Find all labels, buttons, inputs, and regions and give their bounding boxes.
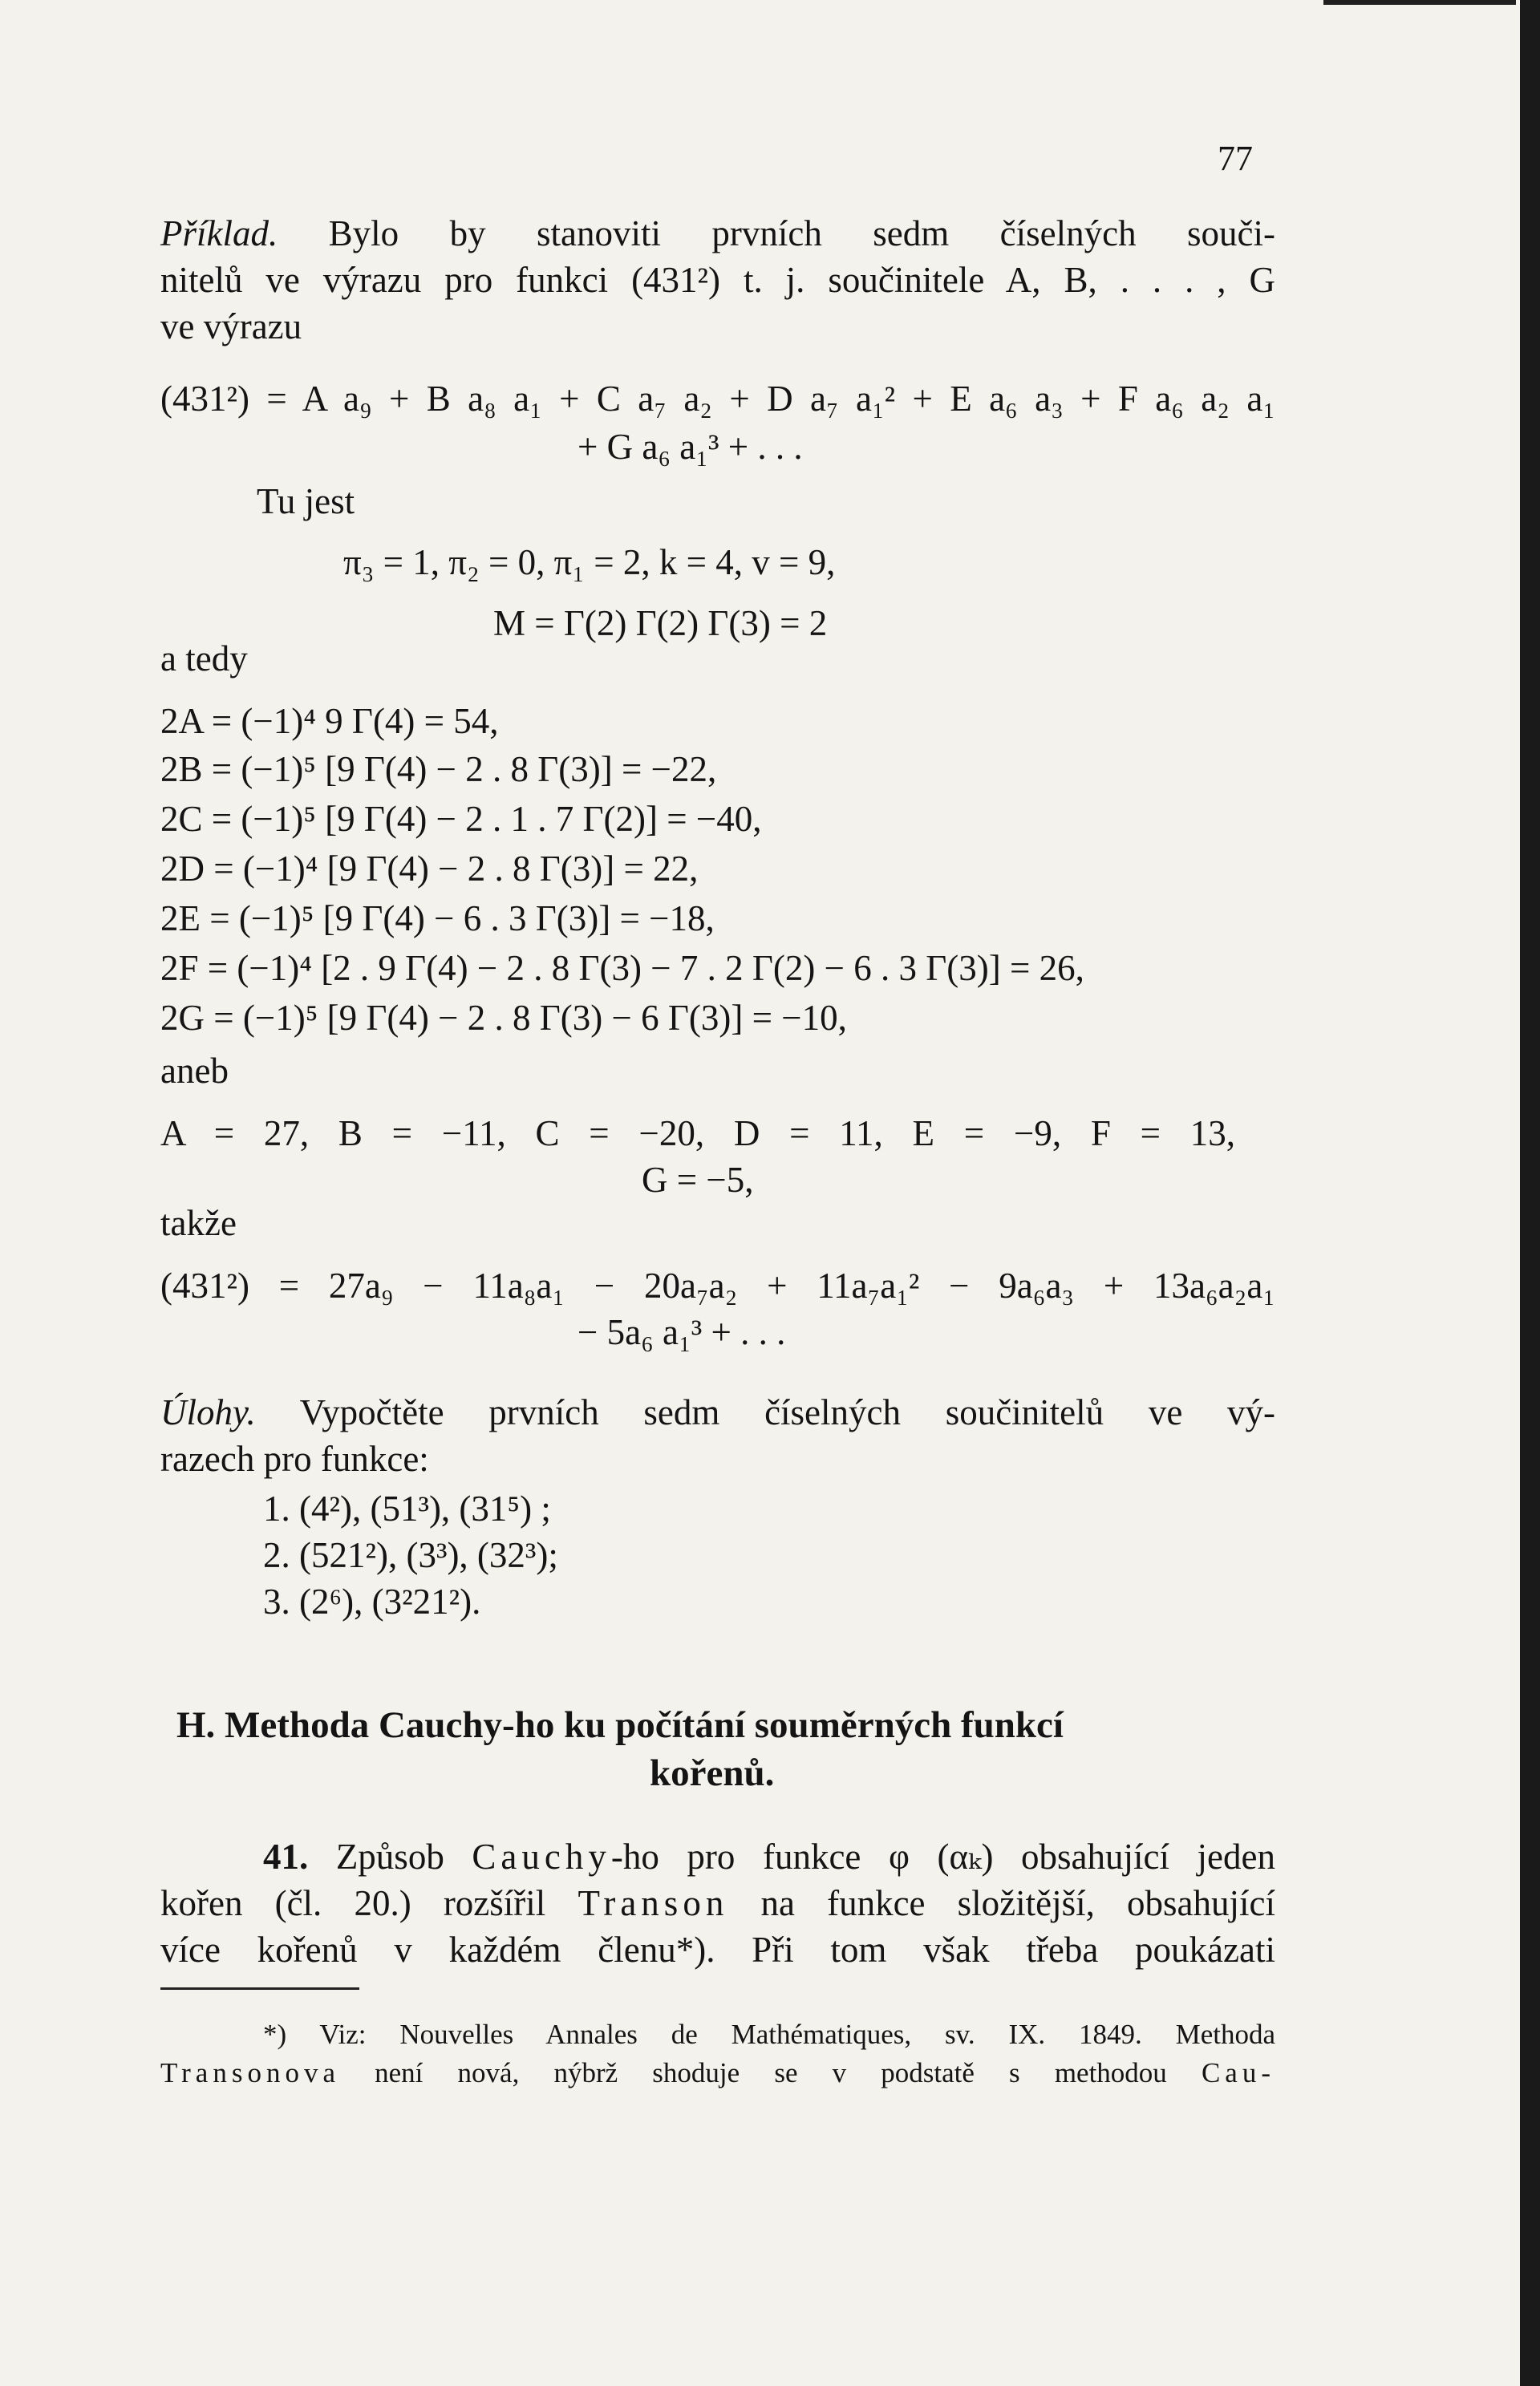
coefficient-2g: 2G = (−1)⁵ [9 Γ(4) − 2 . 8 Γ(3) − 6 Γ(3)] = −10, [160, 998, 847, 1038]
footnote-transonova: Transonova [160, 2057, 340, 2088]
result-equation-line-1: (431²) = 27a₉ − 11a₈a₁ − 20a₇a₂ + 11a₇a₁² − 9a₆a₃ + 13a₆a₂a₁ [160, 1266, 1275, 1306]
values-line-2: G = −5, [642, 1160, 754, 1200]
values-line-1: A = 27, B = −11, C = −20, D = 11, E = −9, F = 13, [160, 1113, 1235, 1153]
coefficient-2a: 2A = (−1)⁴ 9 Γ(4) = 54, [160, 701, 499, 741]
coefficient-2e: 2E = (−1)⁵ [9 Γ(4) − 6 . 3 Γ(3)] = −18, [160, 898, 715, 938]
takze-label: takže [160, 1203, 237, 1243]
author-cauchy: Cauchy [472, 1837, 611, 1877]
section-heading-line-1: H. Methoda Cauchy-ho ku počítání souměrných funkcí [176, 1704, 1064, 1746]
example-line-3: ve výrazu [160, 306, 302, 346]
paragraph-41-line-2: kořen (čl. 20.) rozšířil Transon na funkce složitější, obsahující [160, 1883, 1275, 1923]
footnote-line-1: *) Viz: Nouvelles Annales de Mathématiques, sv. IX. 1849. Methoda [263, 2019, 1275, 2050]
task-item-1: 1. (4²), (51³), (31⁵) ; [263, 1489, 551, 1529]
coefficient-2b: 2B = (−1)⁵ [9 Γ(4) − 2 . 8 Γ(3)] = −22, [160, 749, 717, 789]
m-equation: M = Γ(2) Γ(2) Γ(3) = 2 [493, 603, 828, 643]
top-edge-shadow [1323, 0, 1516, 5]
task-item-3: 3. (2⁶), (3²21²). [263, 1582, 481, 1622]
author-transon: Transon [578, 1883, 729, 1923]
tasks-line-2: razech pro funkce: [160, 1439, 429, 1479]
tu-jest-label: Tu jest [257, 481, 355, 521]
parameter-line: π₃ = 1, π₂ = 0, π₁ = 2, k = 4, v = 9, [343, 542, 836, 582]
coefficient-2c: 2C = (−1)⁵ [9 Γ(4) − 2 . 1 . 7 Γ(2)] = −40, [160, 799, 762, 839]
example-line-2: nitelů ve výrazu pro funkci (431²) t. j. součinitele A, B, . . . , G [160, 260, 1275, 300]
tasks-line-1: Úlohy. Vypočtěte prvních sedm číselných součinitelů ve vý- [160, 1392, 1275, 1432]
equation-431-line-1: (431²) = A a₉ + B a₈ a₁ + C a₇ a₂ + D a₇ a₁² + E a₆ a₃ + F a₆ a₂ a₁ [160, 379, 1275, 419]
tasks-label: Úlohy. [160, 1392, 256, 1432]
paragraph-41-line-3: více kořenů v každém členu*). Při tom však třeba poukázati [160, 1930, 1275, 1970]
task-item-2: 2. (521²), (3³), (32³); [263, 1535, 558, 1575]
section-heading-line-2: kořenů. [650, 1752, 775, 1794]
example-line-1: Příklad. Bylo by stanoviti prvních sedm číselných souči- [160, 213, 1275, 253]
coefficient-2f: 2F = (−1)⁴ [2 . 9 Γ(4) − 2 . 8 Γ(3) − 7 . 2 Γ(2) − 6 . 3 Γ(3)] = 26, [160, 948, 1084, 988]
aneb-label: aneb [160, 1051, 229, 1091]
paragraph-41-line-1: 41. Způsob Cauchy-ho pro funkce φ (αₖ) obsahující jeden [263, 1837, 1276, 1877]
footnote-rule [160, 1987, 359, 1990]
paragraph-number: 41. [263, 1837, 309, 1877]
coefficient-2d: 2D = (−1)⁴ [9 Γ(4) − 2 . 8 Γ(3)] = 22, [160, 849, 699, 889]
a-tedy-label: a tedy [160, 638, 248, 679]
result-equation-line-2: − 5a₆ a₁³ + . . . [578, 1312, 786, 1352]
footnote-line-2: Transonova není nová, nýbrž shoduje se v podstatě s methodou Cau- [160, 2057, 1275, 2088]
equation-431-line-2: + G a₆ a₁³ + . . . [578, 427, 803, 467]
page-number: 77 [1218, 139, 1253, 178]
example-label: Příklad. [160, 213, 278, 253]
